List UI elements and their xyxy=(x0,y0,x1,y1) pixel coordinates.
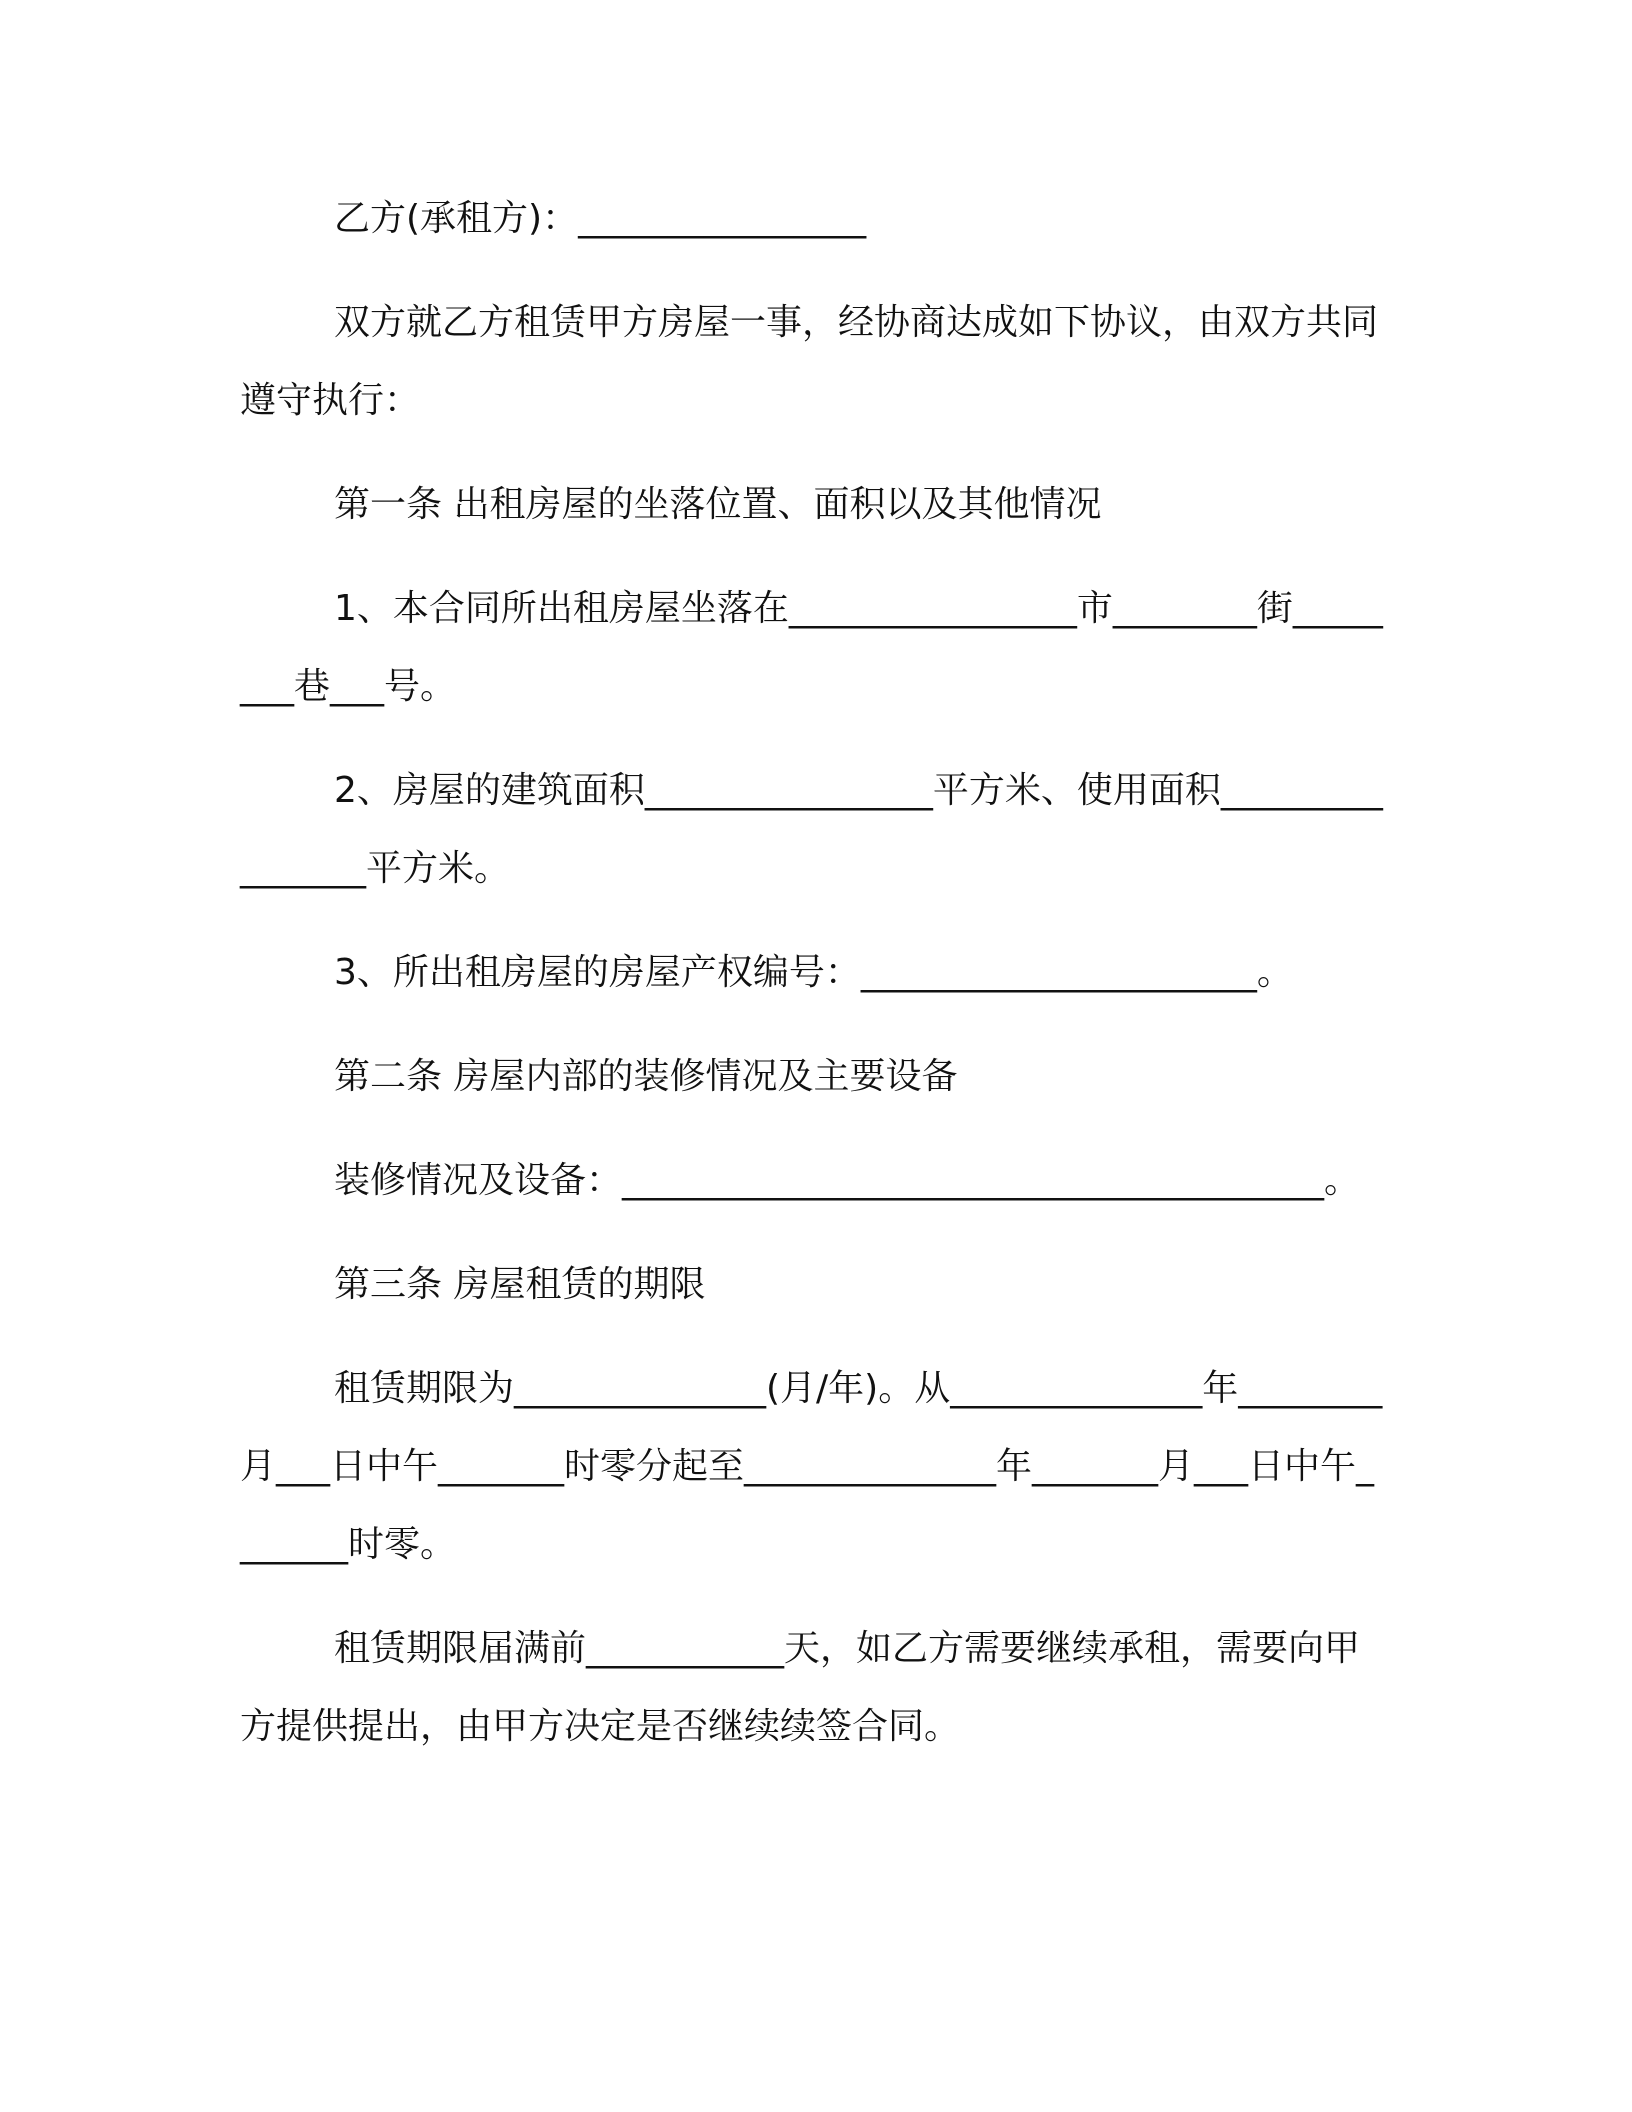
article-3-renewal: 租赁期限届满前___________天，如乙方需要继续承租，需要向甲方提供提出，由甲方决定是否继续续签合同。 xyxy=(240,1628,1361,1747)
article-1-heading: 第一条 出租房屋的坐落位置、面积以及其他情况 xyxy=(334,484,1102,525)
article-3-heading: 第三条 房屋租赁的期限 xyxy=(334,1264,706,1305)
party-b-line: 乙方(承租方)：________________ xyxy=(334,198,867,239)
document-body xyxy=(240,180,1390,1792)
article-1-item-3: 3、所出租房屋的房屋产权编号：______________________。 xyxy=(334,952,1293,993)
article-1-item-1: 1、本合同所出租房屋坐落在________________市________街________巷___号。 xyxy=(240,588,1383,707)
article-3-term: 租赁期限为______________(月/年)。从______________年________月___日中午_______时零分起至______________年_______月___日中午_______时零。 xyxy=(240,1368,1383,1565)
article-2-decoration: 装修情况及设备：_______________________________________。 xyxy=(334,1160,1361,1201)
article-1-item-2: 2、房屋的建筑面积________________平方米、使用面积________________平方米。 xyxy=(240,770,1383,889)
agreement-intro: 双方就乙方租赁甲方房屋一事，经协商达成如下协议，由双方共同遵守执行： xyxy=(240,302,1379,421)
article-2-heading: 第二条 房屋内部的装修情况及主要设备 xyxy=(334,1056,958,1097)
